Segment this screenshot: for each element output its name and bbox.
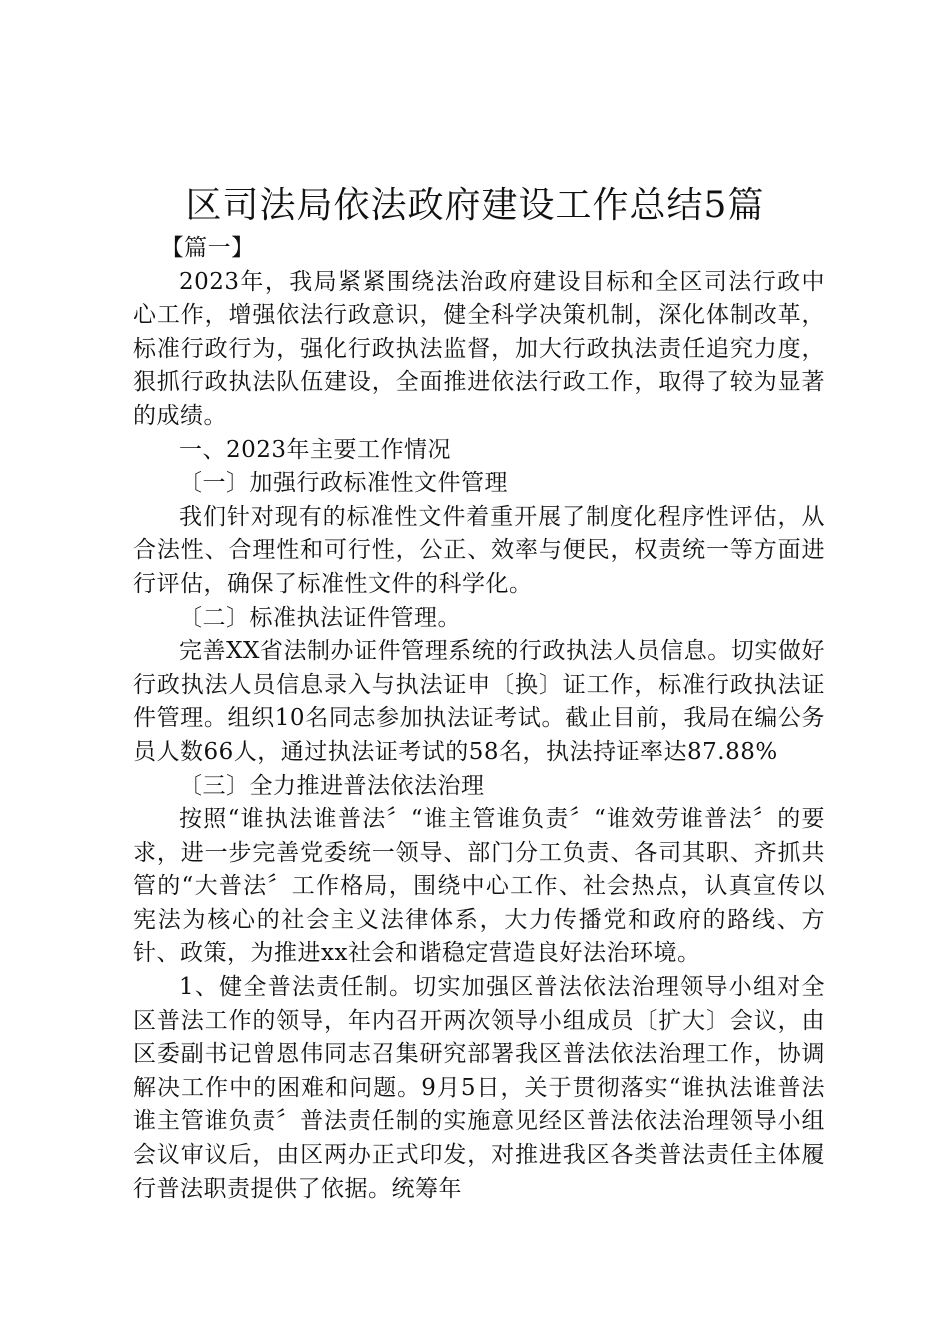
paragraph-4: 1、健全普法责任制。切实加强区普法依法治理领导小组对全区普法工作的领导，年内召开两次领导小组成员〔扩大〕会议，由区委副书记曾恩伟同志召集研究部署我区普法依法治理工作，协调解决工作中的困难和问题。9月5日，关于贯彻落实“谁执法谁普法谁主管谁负责〞普法责任制的实施意见经区普法依法治理领导小组会议审议后，由区两办正式印发，对推进我区各类普法责任主体履行普法职责提供了依据。统筹年 [133,974,825,1202]
paragraph-2: 完善XX省法制办证件管理系统的行政执法人员信息。切实做好行政执法人员信息录入与执法证申〔换〕证工作，标准行政执法证件管理。组织10名同志参加执法证考试。截止目前，我局在编公务员人数66人，通过执法证考试的58名，执法持证率达87.88% [133,638,825,765]
document-body [133,232,825,1206]
section-label: 【篇一】 [160,235,255,261]
subheading-3: 〔三〕全力推进普法依法治理 [179,772,485,799]
paragraph-1: 我们针对现有的标准性文件着重开展了制度化程序性评估，从合法性、合理性和可行性，公正、效率与便民，权责统一等方面进行评估，确保了标准性文件的科学化。 [133,503,825,597]
heading-main-work: 一、2023年主要工作情况 [179,436,452,463]
subheading-1: 〔一〕加强行政标准性文件管理 [179,470,508,497]
paragraph-3: 按照“谁执法谁普法〞“谁主管谁负责〞“谁效劳谁普法〞的要求，进一步完善党委统一领导、部门分工负责、各司其职、齐抓共管的“大普法〞工作格局，围绕中心工作、社会热点，认真宣传以宪法为核心的社会主义法律体系，大力传播党和政府的路线、方针、政策，为推进xx社会和谐稳定营造良好法治环境。 [133,806,825,967]
subheading-2: 〔二〕标准执法证件管理。 [179,604,461,631]
document-title: 区司法局依法政府建设工作总结5篇 [185,185,765,226]
paragraph-intro: 2023年，我局紧紧围绕法治政府建设目标和全区司法行政中心工作，增强依法行政意识，健全科学决策机制，深化体制改革，标准行政行为，强化行政执法监督，加大行政执法责任追究力度，狠抓行政执法队伍建设，全面推进依法行政工作，取得了较为显著的成绩。 [133,268,825,429]
